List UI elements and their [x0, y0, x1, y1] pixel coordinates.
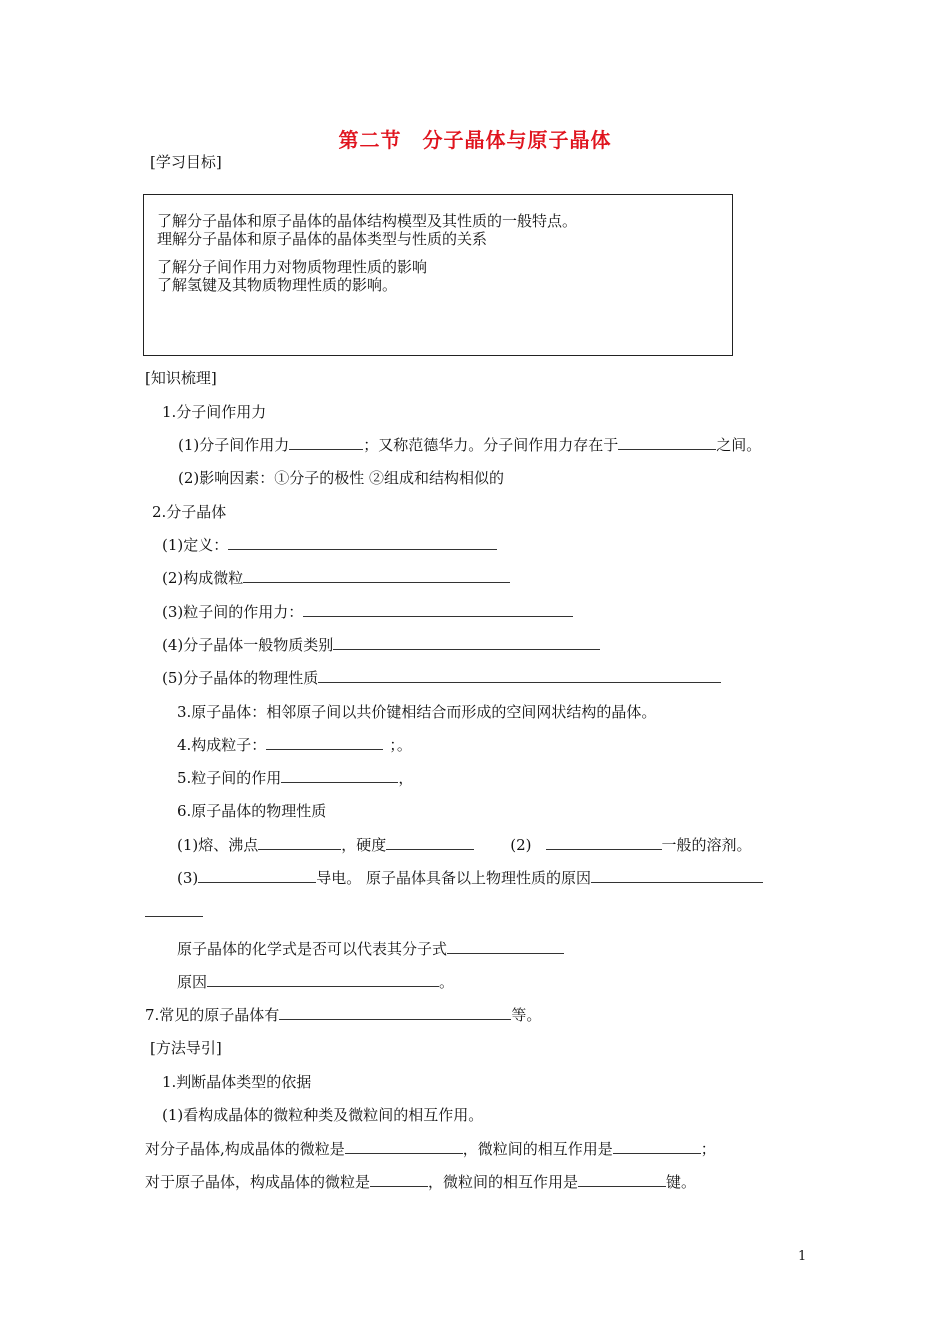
objective-item: 了解分子晶体和原子晶体的晶体结构模型及其性质的一般特点。 — [157, 212, 578, 230]
text: 对分子晶体,构成晶体的微粒是 — [145, 1140, 345, 1158]
section-2-title: 2.分子晶体 — [152, 503, 227, 521]
text: 键。 — [666, 1173, 697, 1191]
blank-field[interactable] — [228, 535, 497, 550]
text: 等。 — [511, 1006, 542, 1024]
text: 7.常见的原子晶体有 — [145, 1006, 280, 1024]
text: ； — [700, 1140, 716, 1158]
blank-field[interactable] — [281, 768, 398, 783]
blank-field[interactable] — [243, 568, 510, 583]
text: (2)构成微粒 — [162, 569, 244, 587]
text: (3) — [177, 869, 199, 887]
section-6-line-1 — [177, 835, 752, 855]
knowledge-heading: [知识梳理] — [145, 369, 217, 387]
blank-field[interactable] — [207, 972, 439, 987]
text: (4)分子晶体一般物质类别 — [162, 636, 334, 654]
method-1-title: 1.判断晶体类型的依据 — [162, 1073, 312, 1091]
section-6-line-2 — [177, 868, 763, 888]
method-1-line-2 — [145, 1139, 716, 1159]
text: (2) — [510, 836, 532, 854]
blank-field[interactable] — [198, 868, 316, 883]
section-6-line-2-continued — [145, 902, 203, 922]
objective-item: 了解分子间作用力对物质物理性质的影响 — [157, 258, 428, 276]
section-5-line — [177, 768, 413, 788]
blank-field[interactable] — [333, 635, 600, 650]
blank-field[interactable] — [289, 435, 363, 450]
objective-item: 理解分子晶体和原子晶体的晶体类型与性质的关系 — [157, 230, 488, 248]
text: 一般的溶剂。 — [661, 836, 752, 854]
text: 原子晶体的化学式是否可以代表其分子式 — [177, 940, 448, 958]
objectives-heading: [学习目标] — [150, 153, 222, 171]
section-2-line-1 — [162, 535, 497, 555]
blank-field[interactable] — [279, 1005, 511, 1020]
objective-item: 了解氢键及其物质物理性质的影响。 — [157, 276, 398, 294]
section-4-line — [177, 735, 412, 755]
section-2-line-2 — [162, 568, 510, 588]
text: ，微粒间的相互作用是 — [462, 1140, 613, 1158]
section-3-text: 3.原子晶体：相邻原子间以共价键相结合而形成的空间网状结构的晶体。 — [177, 703, 657, 721]
blank-field[interactable] — [591, 868, 763, 883]
section-6-line-3 — [177, 939, 564, 959]
text: 导电。 原子晶体具备以上物理性质的原因 — [316, 869, 592, 887]
section-1-line-2: (2)影响因素：①分子的极性 ②组成和结构相似的 — [178, 469, 505, 487]
method-1-line-3 — [145, 1172, 696, 1192]
text: 5.粒子间的作用 — [177, 769, 282, 787]
section-6-line-4 — [177, 972, 454, 992]
section-2-line-5 — [162, 668, 721, 688]
page-title: 第二节 分子晶体与原子晶体 — [338, 128, 612, 152]
blank-field[interactable] — [370, 1172, 428, 1187]
blank-field[interactable] — [145, 902, 203, 917]
blank-field[interactable] — [578, 1172, 666, 1187]
text: (1)熔、沸点 — [177, 836, 259, 854]
page-number: 1 — [798, 1249, 807, 1264]
text: ， — [398, 769, 414, 787]
section-1-title: 1.分子间作用力 — [162, 403, 267, 421]
method-1-line-1: (1)看构成晶体的微粒种类及微粒间的相互作用。 — [162, 1106, 484, 1124]
text: ；又称范德华力。分子间作用力存在于 — [363, 436, 619, 454]
method-heading: [方法导引] — [150, 1039, 222, 1057]
blank-field[interactable] — [345, 1139, 463, 1154]
text: ，硬度 — [341, 836, 387, 854]
text: (3)粒子间的作用力： — [162, 603, 304, 621]
text: (5)分子晶体的物理性质 — [162, 669, 319, 687]
blank-field[interactable] — [613, 1139, 701, 1154]
text: ，微粒间的相互作用是 — [428, 1173, 579, 1191]
text: ；。 — [389, 736, 412, 754]
section-2-line-3 — [162, 602, 573, 622]
text: 对于原子晶体，构成晶体的微粒是 — [145, 1173, 371, 1191]
blank-field[interactable] — [303, 602, 573, 617]
text: 。 — [439, 973, 455, 991]
blank-field[interactable] — [318, 668, 721, 683]
section-1-line-1 — [178, 435, 761, 455]
section-6-title: 6.原子晶体的物理性质 — [177, 802, 327, 820]
blank-field[interactable] — [258, 835, 341, 850]
text: 4.构成粒子： — [177, 736, 267, 754]
text: (1)分子间作用力 — [178, 436, 290, 454]
blank-field[interactable] — [386, 835, 474, 850]
section-7-line — [145, 1005, 541, 1025]
text: (1)定义： — [162, 536, 229, 554]
blank-field[interactable] — [447, 939, 564, 954]
text: 原因 — [177, 973, 208, 991]
text: 之间。 — [716, 436, 762, 454]
section-2-line-4 — [162, 635, 600, 655]
blank-field[interactable] — [546, 835, 662, 850]
blank-field[interactable] — [618, 435, 716, 450]
blank-field[interactable] — [266, 735, 383, 750]
